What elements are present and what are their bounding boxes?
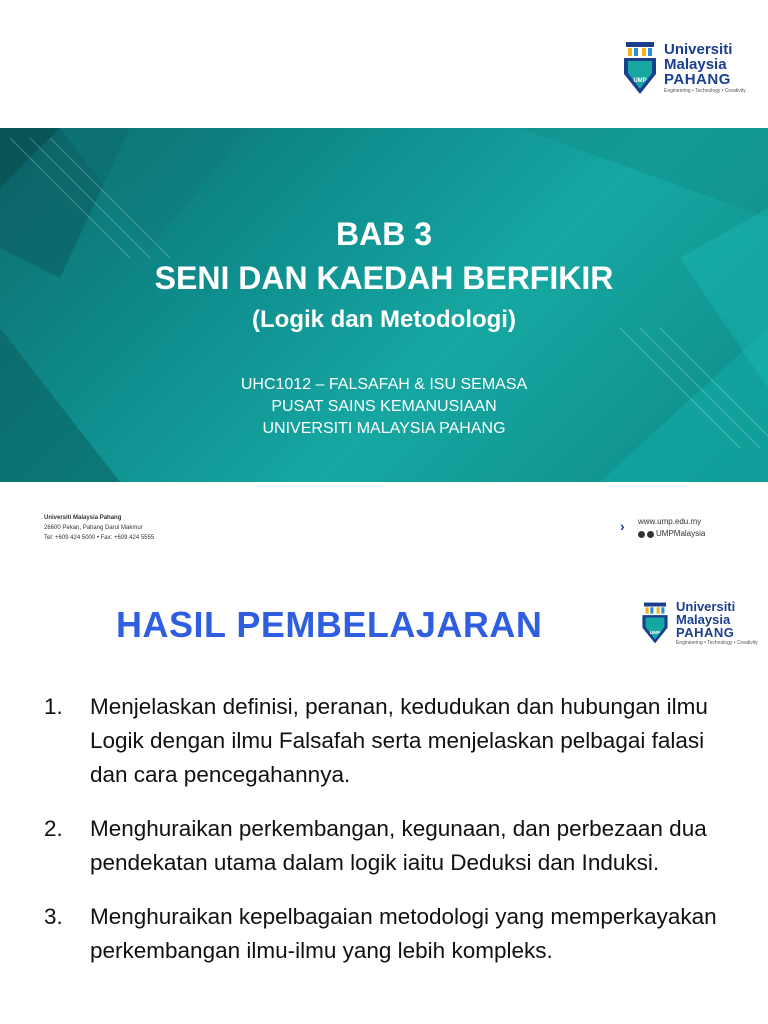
footer-address-line: 26600 Pekan, Pahang Darul Makmur: [44, 525, 143, 531]
chapter-number: BAB 3: [335, 216, 432, 252]
chapter-title: SENI DAN KAEDAH BERFIKIR: [154, 260, 614, 296]
svg-text:UMP: UMP: [649, 630, 661, 635]
chevron-right-icon: ›: [620, 518, 625, 534]
ump-logo-small: [640, 600, 758, 646]
footer-name: Universiti Malaysia Pahang: [44, 515, 122, 521]
item-text: Menghuraikan perkembangan, kegunaan, dan perbezaan dua pendekatan utama dalam logik iaitu Deduksi dan Induksi.: [90, 816, 707, 875]
facebook-icon: [638, 531, 645, 538]
list-item: [44, 690, 744, 792]
logo-line1: Universiti: [676, 599, 736, 614]
social-handle-text: UMPMalaysia: [656, 529, 706, 538]
social-handle[interactable]: [638, 528, 705, 540]
footer-address: [44, 513, 154, 543]
course-code: UHC1012 – FALSAFAH & ISU SEMASA: [240, 376, 528, 393]
logo-line3: PAHANG: [664, 71, 731, 88]
item-text: Menjelaskan definisi, peranan, kedudukan dan hubungan ilmu Logik dengan ilmu Falsafah serta menjelaskan pelbagai falasi dan cara pencegahannya.: [90, 694, 708, 787]
ump-logo: [622, 40, 746, 96]
ump-shield-icon: [622, 40, 658, 96]
item-number: 2.: [44, 816, 63, 841]
slide-title: HASIL PEMBELAJARAN: [116, 604, 543, 645]
item-text: Menghuraikan kepelbagaian metodologi yang memperkayakan perkembangan ilmu-ilmu yang lebih kompleks.: [90, 904, 717, 963]
list-item: [44, 812, 744, 880]
logo-tagline: Engineering • Technology • Creativity: [676, 640, 758, 646]
logo-line3: PAHANG: [676, 625, 735, 640]
university: UNIVERSITI MALAYSIA PAHANG: [262, 420, 506, 437]
item-number: 1.: [44, 694, 63, 719]
footer-contact: Tel: +609 424 5000 • Fax: +609 424 5555: [44, 535, 155, 541]
svg-text:UMP: UMP: [633, 78, 647, 84]
logo-line1: Universiti: [664, 41, 733, 58]
outcomes-list: [44, 690, 744, 988]
logo-line2: Malaysia: [676, 612, 731, 627]
website-link[interactable]: www.ump.edu.my: [638, 517, 702, 526]
list-item: [44, 900, 744, 968]
chapter-subtitle: (Logik dan Metodologi): [252, 306, 516, 333]
item-number: 3.: [44, 904, 63, 929]
instagram-icon: [647, 531, 654, 538]
logo-tagline: Engineering • Technology • Creativity: [664, 88, 746, 94]
logo-line2: Malaysia: [664, 56, 727, 73]
learning-outcomes-slide: [0, 570, 768, 1024]
title-banner: [0, 128, 768, 482]
ump-shield-icon: [640, 601, 670, 645]
department: PUSAT SAINS KEMANUSIAAN: [271, 398, 497, 415]
